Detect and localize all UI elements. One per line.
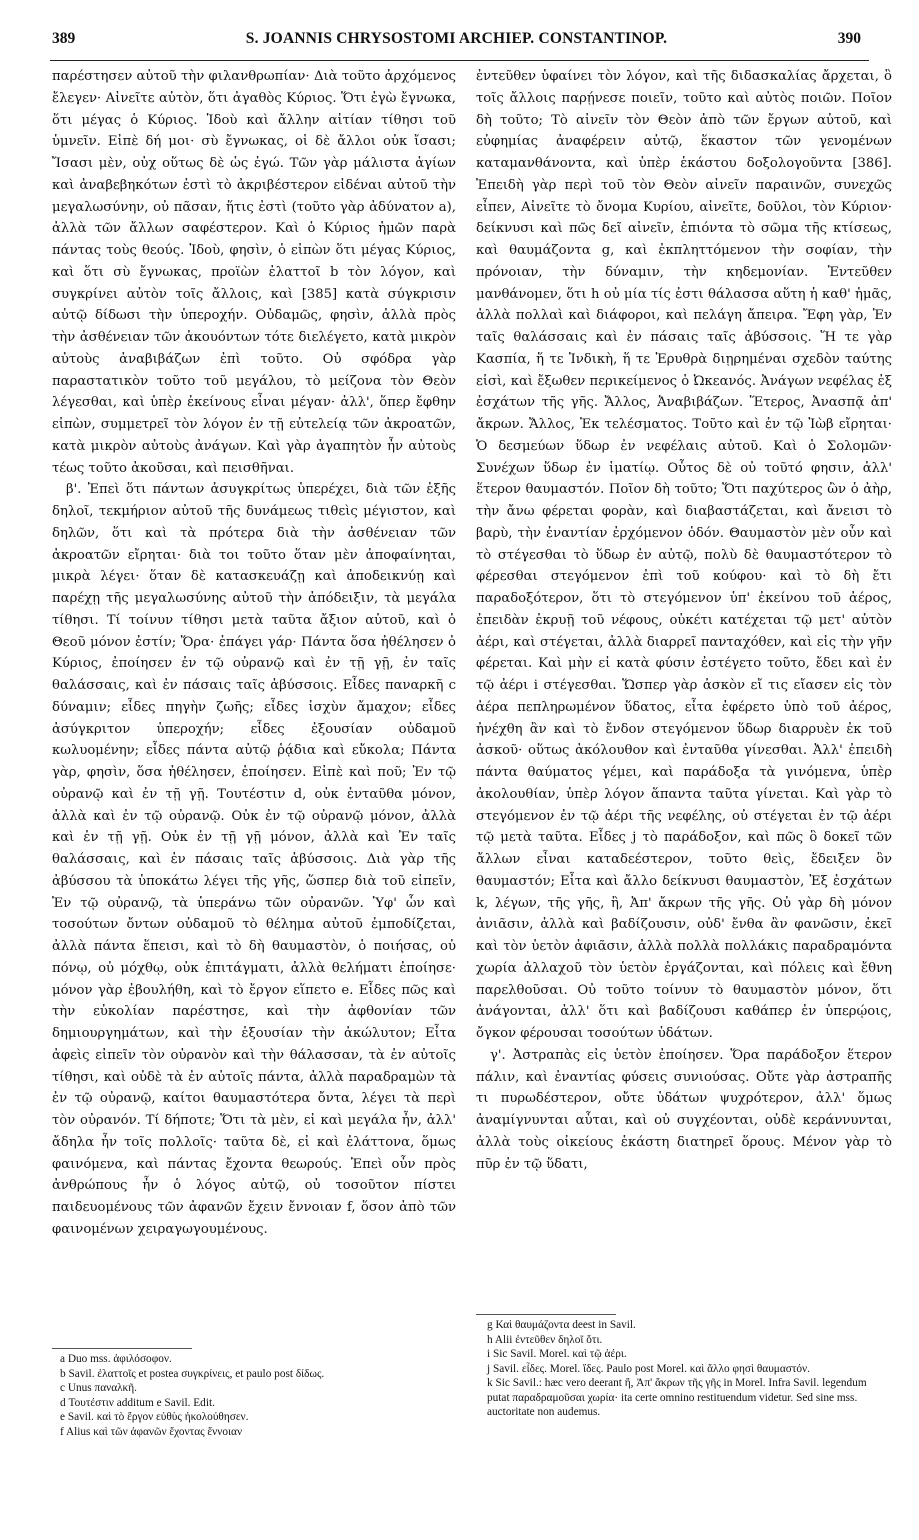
running-header xyxy=(52,30,861,56)
footnote-g: g Καὶ θαυμάζοντα deest in Savil. xyxy=(487,1319,636,1331)
footnote-b: b Savil. ἐλαττοῖς et postea συγκρίνεις, et paulo post δίδως. xyxy=(60,1367,325,1380)
right-column xyxy=(476,66,892,1175)
footnote-d: d Τουτέστιν additum e Savil. Edit. xyxy=(60,1396,215,1409)
paragraph-4: γ'. Ἀστραπὰς εἰς ὑετὸν ἐποίησεν. Ὅρα παράδοξον ἕτερον πάλιν, καὶ ἐναντίας φύσεις συνιούσας. Οὔτε γὰρ ἀστραπῆς τι πυρωδέστερον, οὔτε ὑδάτων ψυχρότερον, ἀλλ' ὅμως ἀναμίγνυνται αὗται, καὶ οὐ συγχέονται, οὐδὲ κεράννυνται, ἀλλὰ τοὺς οἰκείους ἑκάστη διατηρεῖ ὅρους. Μένον γὰρ τὸ πῦρ ἐν τῷ ὕδατι, xyxy=(476,1047,892,1172)
footnote-e: e Savil. καὶ τὸ ἔργον εὐθὺς ἠκολούθησεν. xyxy=(60,1411,249,1423)
footnote-h: h Alii ἐντεῦθεν δηλοῖ ὅτι. xyxy=(487,1333,603,1346)
footnote-a: a Duo mss. ἀφιλόσοφον. xyxy=(60,1353,172,1365)
page-number-right: 390 xyxy=(837,30,861,47)
footnote-j: j Savil. εἶδες. Morel. ἴδες. Paulo post Morel. καὶ ἄλλο φησὶ θαυμαστόν. xyxy=(487,1362,810,1375)
footnote-rule-right xyxy=(476,1314,616,1315)
paragraph-3: ἐντεῦθεν ὑφαίνει τὸν λόγον, καὶ τῆς διδασκαλίας ἄρχεται, ὃ τοῖς ἄλλοις παρῄνεσε ποιεῖν, τοῦτο καὶ αὐτὸς ποιῶν. Ποῖον δὴ τοῦτο; Τὸ αἰνεῖν τὸν Θεὸν ἀπὸ τῶν ἔργων αὐτοῦ, καὶ εὐφημίας ἀναφέρειν αὐτῷ, ἕκαστον τῶν γενομένων καταμανθάνοντα, καὶ ὑπὲρ ἑκάστου δοξολογοῦντα [386]. Ἐπειδὴ γὰρ περὶ τοῦ τὸν Θεὸν αἰνεῖν παραινῶν, συνεχῶς εἶπεν, Αἰνεῖτε τὸ ὄνομα Κυρίου, αἰνεῖτε, δοῦλοι, τὸν Κύριον· δείκνυσι καὶ πῶς δεῖ αἰνεῖν, ἐπιόντα τὸ σῶμα τῆς κτίσεως, καὶ θαυμάζοντα g, καὶ ἐκπληττόμενον τὴν σοφίαν, τὴν πρόνοιαν, τὴν δύναμιν, τὴν κηδεμονίαν. Ἐντεῦθεν μανθάνομεν, ὅτι h οὐ μία τίς ἐστι θάλασσα αὕτη ἡ καθ' ἡμᾶς, ἀλλὰ πολλαὶ καὶ διάφοροι, καὶ πελάγη ἄπειρα. Ἔφη γὰρ, Ἐν ταῖς θαλάσσαις καὶ ἐν πάσαις ταῖς ἀβύσσοις. Ἥ τε γὰρ Κασπία, ἥ τε Ἰνδικὴ, ἥ τε Ἐρυθρὰ διῃρημέναι σχεδὸν ταύτης εἰσὶ, καὶ ἔξωθεν περικείμενος ὁ Ὠκεανός. Ἀνάγων νεφέλας ἐξ ἐσχάτων τῆς γῆς. Ἄλλος, Ἀναβιβάζων. Ἕτερος, Ἀνασπᾷ ἀπ' ἄκρων. Ἄλλος, Ἐκ τελέσματος. Τοῦτο καὶ ἐν τῷ Ἰὼβ εἴρηται· Ὁ δεσμεύων ὕδωρ ἐν νεφέλαις αὐτοῦ. Καὶ ὁ Σολομῶν· Συνέχων ὕδωρ ἐν ἱματίῳ. Οὗτος δὲ οὐ τοῦτό φησιν, ἀλλ' ἕτερον θαυμαστόν. Ποῖον δὴ τοῦτο; Ὅτι παχύτερος ὢν ὁ ἀὴρ, τὴν ἄνω φέρεται φορὰν, καὶ διαβαστάζεται, καὶ ἄνεισι τὸ βαρὺ, τὴν ἐναντίαν ἐρχόμενον ὁδόν. Θαυμαστὸν μὲν οὖν καὶ τὸ στέγεσθαι τὸ ὕδωρ ἐν αὐτῷ, πολὺ δὲ θαυμαστότερον τὸ φέρεσθαι στεγόμενον ἐπὶ τοῦ κούφου· καὶ τὸ δὴ ἔτι παραδοξότερον, ὅτι τὸ στεγόμενον ὑπ' ἐκείνου τοῦ ἀέρος, ἐπειδὰν ἐκρυῇ τοῦ νέφους, οὐκέτι κατέχεται τῷ μετ' αὐτὸν ἀέρι, καὶ στέγεται, ἀλλὰ διαρρεῖ πανταχόθεν, καὶ εἰς τὴν γῆν φέρεται. Καὶ μὴν εἰ κατὰ φύσιν ἐστέγετο τοῦτο, ἔδει καὶ ἐν τῷ ἀέρι i στέγεσθαι. Ὥσπερ γὰρ ἀσκὸν εἴ τις εἴασεν εἰς τὸν ἀέρα πεπληρωμένον ὕδατος, εἶτα ἐφέρετο ὑπὸ τοῦ ἀέρος, ἠνέχθη ἂν καὶ τὸ ἔνδον στεγόμενον ὕδωρ διαρρυὲν ἐκ τοῦ ἀσκοῦ· οὕτως ἀκόλουθον καὶ ἐνταῦθα γίνεσθαι. Ἀλλ' ἐπειδὴ πάντα θαύματος γέμει, καὶ παράδοξα τὰ γινόμενα, ὑπὲρ ἀκολουθίαν, ὑπὲρ λόγον ἅπαντα ταῦτα γίνεται. Καὶ γὰρ τὸ στεγόμενον ἐν τῷ ἀέρι τῆς νεφέλης, οὐ στέγεται ἐν τῷ ἀέρι τῷ μετὰ ταῦτα. Εἶδες j τὸ παράδοξον, καὶ πῶς ὃ δοκεῖ τῶν ἄλλων εἶναι καταδεέστερον, τοῦτο θεὶς, ἔδειξεν ὂν θαυμαστόν; Εἶτα καὶ ἄλλο δείκνυσι θαυμαστὸν, Ἐξ ἐσχάτων k, λέγων, τῆς γῆς, ἢ, Ἀπ' ἄκρων τῆς γῆς. Οὐ γὰρ δὴ μόνον ἀνιᾶσιν, ἀλλὰ καὶ βαδίζουσιν, οὐδ' ἔνθα ἂν φανῶσιν, ἐκεῖ καὶ τὸν ὑετὸν ἀφιᾶσιν, ἀλλὰ πολλὰ πολλάκις παραδραμόντα χωρία ἀλλαχοῦ τὸν ὑετὸν ἐργάζονται, καὶ πόλεις καὶ ἔθνη παρελθοῦσαι. Οὐ τοῦτο τοίνυν τὸ θαυμαστὸν μόνον, ὅτι ἀνάγονται, ἀλλ' ὅτι καὶ βαδίζουσι καθάπερ ἐν ὑπερῴοις, ὄγκον φέρουσαι τοσούτων ὑδάτων. xyxy=(476,69,892,1041)
footnotes-right xyxy=(487,1318,891,1420)
paragraph-1: παρέστησεν αὐτοῦ τὴν φιλανθρωπίαν· Διὰ τοῦτο ἀρχόμενος ἔλεγεν· Αἰνεῖτε αὐτὸν, ὅτι ἀγαθὸς Κύριος. Ὅτι ἐγὼ ἔγνωκα, ὅτι μέγας ὁ Κύριος. Ἰδοὺ καὶ ἄλλην αἰτίαν τίθησι τοῦ ὑμνεῖν. Εἰπὲ δή μοι· σὺ ἔγνωκας, οἱ δὲ ἄλλοι οὐκ ἴσασι; Ἴσασι μὲν, οὐχ οὕτως δὲ ὡς ἐγώ. Τῶν γὰρ μάλιστα ἁγίων καὶ ἀναβεβηκότων ἐστὶ τὸ ἀκριβέστερον εἰδέναι αὐτοῦ τὴν μεγαλωσύνην, οὐ πᾶσαν, ἥτις ἐστὶ (τοῦτο γὰρ ἀδύνατον a), ἀλλὰ τῶν ἄλλων σαφέστερον. Καὶ ὁ Κύριος ἡμῶν παρὰ πάντας τοὺς θεούς. Ἰδοὺ, φησὶν, ὁ εἰπὼν ὅτι μέγας Κύριος, καὶ ὅτι σὺ ἔγνωκας, προϊὼν ἐλαττοῖ b τὸν λόγον, καὶ συγκρίνει αὐτὸν τοῖς ἄλλοις, καὶ [385] κατὰ σύγκρισιν αὐτῷ δίδωσι τὴν ὑπεροχήν. Οὐδαμῶς, φησὶν, ἀλλὰ πρὸς τὴν ἀσθένειαν τῶν ἀκουόντων τότε διελέγετο, κατὰ μικρὸν αὐτοὺς ἀναβιβάζων ἐπὶ τοῦτο. Οὐ σφόδρα γὰρ παραστατικὸν τοῦτο τοῦ μεγάλου, τὸ μείζονα τὸν Θεὸν λέγεσθαι, καὶ ὑπὲρ ἐκείνους εἶναι μέγαν· ἀλλ', ὅπερ ἔφθην εἰπὼν, συμμετρεῖ τὸν λόγον ἐν τῇ εὐτελείᾳ τῶν ἀκροατῶν, κατὰ μικρὸν αὐτοὺς ἀνάγων. Καὶ γὰρ ἀγαπητὸν ἦν αὐτοὺς τέως τοῦτο ἀκοῦσαι, καὶ πεισθῆναι. xyxy=(52,69,456,476)
page-number-left: 389 xyxy=(52,30,76,47)
footnote-i: i Sic Savil. Morel. καὶ τῷ ἀέρι. xyxy=(487,1348,627,1360)
footnote-rule-left xyxy=(52,1348,192,1349)
left-column xyxy=(52,66,456,1241)
footnote-k: k Sic Savil.: hæc vero deerant ἤ, Ἀπ' ἄκρων τῆς γῆς in Morel. Infra Savil. legendum putat παραδραμοῦσαι χωρία· ita certe omnino restituendum videtur. Sed sine mss. auctoritate non audemus. xyxy=(487,1377,867,1418)
footnotes-left xyxy=(60,1352,456,1439)
header-rule xyxy=(50,60,869,61)
running-title: S. JOANNIS CHRYSOSTOMI ARCHIEP. CONSTANTINOP. xyxy=(245,30,668,47)
paragraph-2: β'. Ἐπεὶ ὅτι πάντων ἀσυγκρίτως ὑπερέχει, διὰ τῶν ἑξῆς δηλοῖ, τεκμήριον αὐτοῦ τῆς δυνάμεως τιθεὶς μέγιστον, καὶ δηλῶν, ὅτι καὶ τὰ πρότερα διὰ τὴν ἀσθένειαν τῶν ἀκροατῶν εἴρηται· διὰ τοι τοῦτο ὅταν μὲν ἀποφαίνηται, μικρὰ λέγει· ὅταν δὲ κατασκευάζῃ καὶ ἀποδεικνύῃ καὶ παρέχῃ τῆς μεγαλωσύνης αὐτοῦ τὴν ἀπόδειξιν, τὰ μεγάλα τίθησι. Τί τοίνυν τίθησι μετὰ ταῦτα ἄξιον αὐτοῦ, καὶ ὁ Θεοῦ μόνον ἐστίν; Ὅρα· ἐπάγει γάρ· Πάντα ὅσα ἠθέλησεν ὁ Κύριος, ἐποίησεν ἐν τῷ οὐρανῷ καὶ ἐν τῇ γῇ, ἐν ταῖς θαλάσσαις, καὶ ἐν πάσαις ταῖς ἀβύσσοις. Εἶδες παναρκῆ c δύναμιν; εἶδες πηγὴν ζωῆς; εἶδες ἰσχὺν ἄμαχον; εἶδες ἀσύγκριτον ὑπεροχήν; εἶδες ἐξουσίαν οὐδαμοῦ κωλυομένην; εἶδες πάντα αὐτῷ ῥᾴδια καὶ εὔκολα; Πάντα γὰρ, φησὶν, ὅσα ἠθέλησεν, ἐποίησεν. Εἰπὲ καὶ ποῦ; Ἐν τῷ οὐρανῷ καὶ ἐν τῇ γῇ. Τουτέστιν d, οὐκ ἐνταῦθα μόνον, ἀλλὰ καὶ ἐν τῷ οὐρανῷ. Οὐκ ἐν τῷ οὐρανῷ μόνον, ἀλλὰ καὶ ἐν τῇ γῇ. Οὐκ ἐν τῇ γῇ μόνον, ἀλλὰ καὶ Ἐν ταῖς θαλάσσαις, καὶ ἐν πάσαις ταῖς ἀβύσσοις. Διὰ γὰρ τῆς ἀβύσσου τὰ ὑποκάτω λέγει τῆς γῆς, ὥσπερ διὰ τοῦ εἰπεῖν, Ἐν τῷ οὐρανῷ, τὰ ὑπεράνω τῶν οὐρανῶν. Ὑφ' ὧν καὶ τοσούτων ὄντων οὐδαμοῦ τὸ θέλημα αὐτοῦ ἐμποδίζεται, ἀλλὰ πάντα ἕπεισι, καὶ τὸ δὴ θαυμαστὸν, ὁ ποιήσας, οὐ πόνῳ, οὐ μόχθῳ, οὐκ ἐπιτάγματι, ἀλλὰ θελήματι ἐποίησε· μόνον γὰρ ἐβουλήθη, καὶ τὸ ἔργον εἵπετο e. Εἶδες πῶς καὶ τὴν εὐκολίαν παρέστησε, καὶ τὴν ἀφθονίαν τῶν δημιουργημάτων, καὶ τὴν ἐξουσίαν τὴν ἀκώλυτον; Εἶτα ἀφεὶς εἰπεῖν τὸν οὐρανὸν καὶ τὴν θάλασσαν, τὰ ἐν αὐτοῖς τίθησι, καὶ οὐδὲ τὰ ἐν αὐτοῖς πάντα, ἀλλὰ παραδραμὼν τὰ ἐν τῷ οὐρανῷ, καίτοι θαυμαστότερα ὄντα, λέγει τὰ περὶ τὸν οὐρανόν. Τί δήποτε; Ὅτι τὰ μὲν, εἰ καὶ μεγάλα ἦν, ἀλλ' ἄδηλα ἦν τοῖς πολλοῖς· ταῦτα δὲ, εἰ καὶ ἐλάττονα, ὅμως φαινόμενα, καὶ πάντας ἔχοντα θεωρούς. Ἐπεὶ οὖν πρὸς ἀνθρώπους ἦν ὁ λόγος αὐτῷ, οὐ τοσοῦτον πίστει παιδευομένους τῶν ἀφανῶν ἔχειν ἔννοιαν f, ὅσον ἀπὸ τῶν φαινομένων χειραγωγουμένους. xyxy=(52,482,456,1237)
footnote-f: f Alius καὶ τῶν ἀφανῶν ἔχοντας ἔννοιαν xyxy=(60,1425,243,1438)
footnote-c: c Unus παναλκῆ. xyxy=(60,1382,137,1394)
